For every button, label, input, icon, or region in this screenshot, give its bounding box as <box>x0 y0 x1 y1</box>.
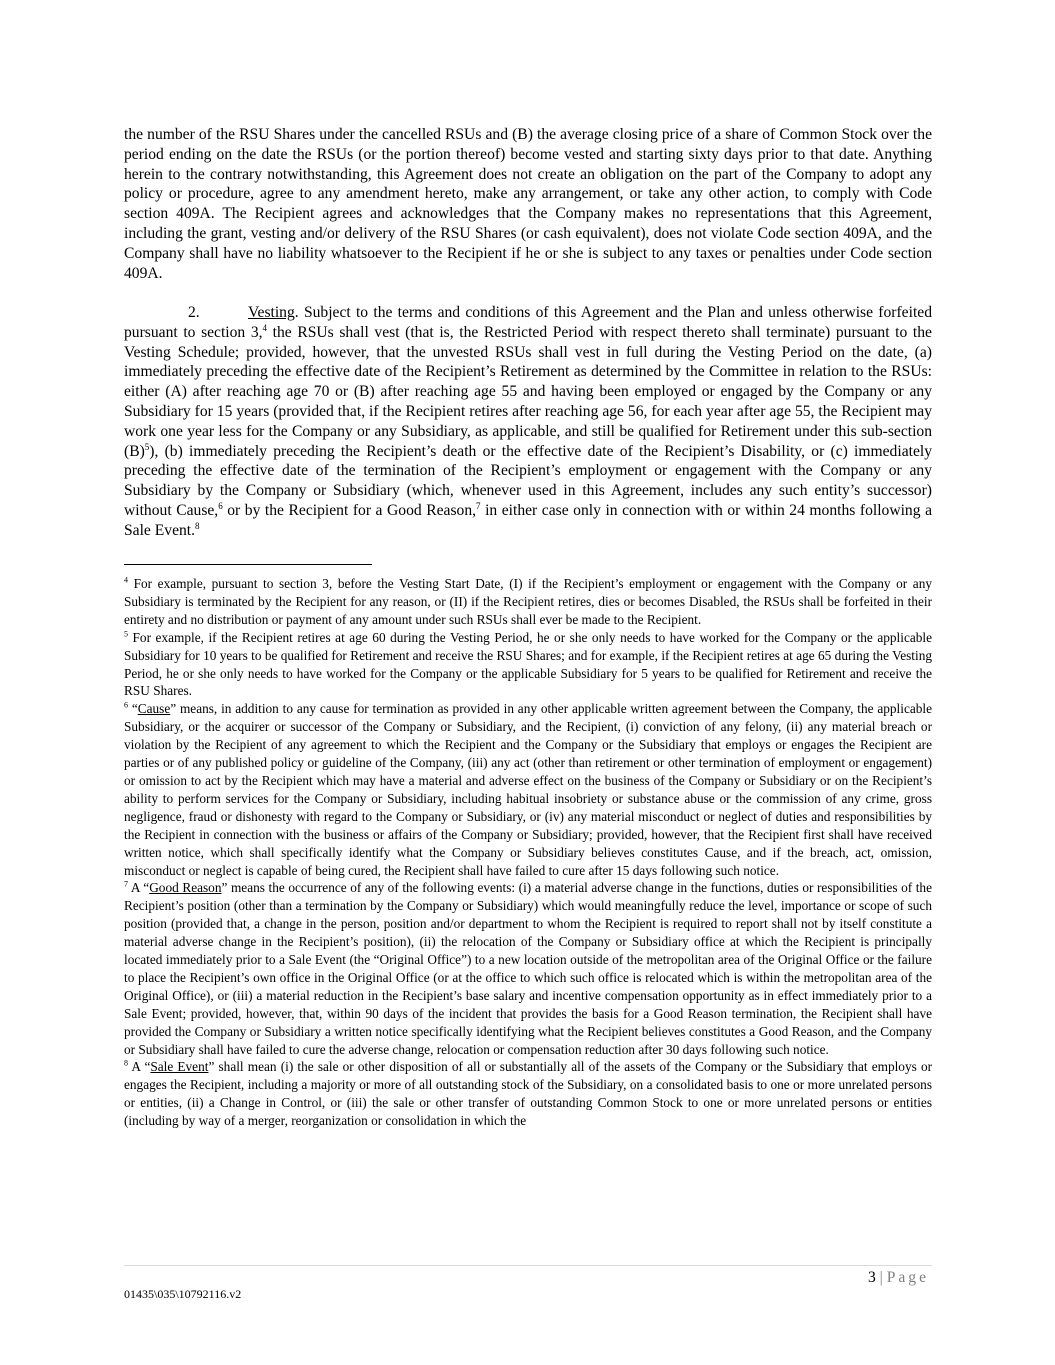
vesting-text-1: . Subject to the terms and conditions of this Agreement and the Plan and unless otherwise forfeited pursuant to section 3, <box>124 304 932 341</box>
footnote-mark: 6 <box>124 700 128 710</box>
footer-divider <box>124 1265 932 1266</box>
footnote-4 <box>124 575 932 629</box>
vesting-text-5: in either case only in connection with or within 24 months following a Sale Event. <box>124 501 932 539</box>
footnote-text: ” shall mean (i) the sale or other disposition of all or substantially all of the assets of the Company or the Subsidiary that employs or engages the Recipient, including a majority or more of all outstanding stock of the Subsidiary, on a consolidated basis to one or more unrelated persons or entities, (ii) a Change in Control, or (iii) the sale or other transfer of outstanding Common Stock to one or more unrelated persons or entities (including by way of a merger, reorganization or consolidation in which the <box>124 1059 933 1129</box>
footnote-mark: 7 <box>124 879 128 889</box>
footnote-7: $^7$ A “Good Reason” means the occurrence of any of the following events: (i) a material adverse change in the functions, duties or responsibilities of the Recipient’s position (other than a termination by the Company or Subsidiary) which would meaningfully reduce the level, importance or scope of such position (provided that, a change in the person, position and/or department to whom the Recipient is required to report shall not by itself constitute a material adverse change in the Recipient’s position), (ii) the relocation of the Company or Subsidiary office at which the Recipient is principally located immediately prior to a Sale Event (the “Original Office”) to a new location outside of the metropolitan area of the Original Office or the failure to place the Recipient’s own office in the Original Office (or at the office to which such office is relocated which is within the metropolitan area of the Original Office), or (iii) a material reduction in the Recipient’s base salary and incentive compensation opportunity as in effect immediately prior to a Sale Event; provided, however, that, within 90 days of the incident that provides the basis for a Good Reason termination, the Recipient shall have provided the Company or Subsidiary a written notice specifically identifying what the Recipient believes constitutes a Good Reason, and the Company or Subsidiary shall have failed to cure the adverse change, relocation or compensation reduction after 30 days following such notice. <box>124 879 932 1057</box>
footnote-ref-4[interactable]: 4 <box>262 322 268 333</box>
page-separator: | <box>875 1269 887 1286</box>
footnote-text: ” means, in addition to any cause for termination as provided in any other applicable written agreement between the Company, the applicable Subsidiary, or the acquirer or successor of the Company or Subsidiary, and the Recipient, (i) conviction of any felony, (ii) any material breach or violation by the Recipient of any agreement to which the Recipient and the Company or the Subsidiary that employs or engages the Recipient are parties or of any published policy or guideline of the Company, (iii) any act (other than retirement or other termination of employment or engagement) or omission to act by the Recipient which may have a material and adverse effect on the business of the Company or Subsidiary or on the Recipient’s ability to perform services for the Company or Subsidiary, including habitual insobriety or substance abuse or the commission of any crime, gross negligence, fraud or dishonesty with regard to the Company or Subsidiary, or (iv) any material misconduct or neglect of duties and responsibilities by the Recipient in connection with the business or affairs of the Company or Subsidiary; provided, however, that the Recipient first shall have received written notice, which shall specifically identify what the Company or Subsidiary believes constitutes Cause, and if the breach, act, omission, misconduct or neglect is capable of being cured, the Recipient shall have failed to cure after 15 days following such notice. <box>124 701 932 878</box>
footnote-mark: 8 <box>124 1059 128 1069</box>
footnote-text: For example, pursuant to section 3, before the Vesting Start Date, (I) if the Recipient’s employment or engagement with the Company or any Subsidiary is terminated by the Recipient for any reason, or (II) if the Recipient retires, dies or becomes Disabled, the RSUs shall be forfeited in their entirety and no distribution or payment of any amount under such RSUs shall ever be made to the Recipient. <box>124 576 932 627</box>
footnote-text: For example, if the Recipient retires at age 60 during the Vesting Period, he or she only needs to have worked for the Company or the applicable Subsidiary for 10 years to be qualified for Retirement and receive the RSU Shares; and for example, if the Recipient retires at age 65 during the Vesting Period, he or she only needs to have worked for the Company or the applicable Subsidiary for 5 years to be qualified for Retirement and receive the RSU Shares. <box>124 629 932 699</box>
vesting-text-4: or by the Recipient for a Good Reason, <box>222 501 477 519</box>
vesting-text-2: the RSUs shall vest (that is, the Restricted Period with respect thereto shall terminate) pursuant to the Vesting Schedule; provided, however, that the unvested RSUs shall vest in full during the Vesting Period on the date, (a) immediately preceding the effective date of the Recipient’s Retirement as determined by the Committee in relation to the RSUs: either (A) after reaching age 70 or (B) after reaching age 55 and having been employed or engaged by the Company or any Subsidiary for 15 years (provided that, if the Recipient retires after reaching age 56, for each year after age 55, the Recipient may work one year less for the Company or any Subsidiary, as applicable, and still be qualified for Retirement under this sub-section (B) <box>124 323 932 460</box>
paragraph-continuation: the number of the RSU Shares under the cancelled RSUs and (B) the average closing price of a share of Common Stock over the period ending on the date the RSUs (or the portion thereof) become vested and starting sixty days prior to that date. Anything herein to the contrary notwithstanding, this Agreement does not create an obligation on the part of the Company to adopt any policy or procedure, agree to any amendment hereto, make any arrangement, or take any other action, to comply with Code section 409A. The Recipient agrees and acknowledges that the Company makes no representations that this Agreement, including the grant, vesting and/or delivery of the RSU Shares (or cash equivalent), does not violate Code section 409A, and the Company shall have no liability whatsoever to the Recipient if he or she is subject to any taxes or penalties under Code section 409A. <box>124 126 932 282</box>
footnote-ref-5[interactable]: 5 <box>144 441 150 452</box>
footnote-text: ” means the occurrence of any of the following events: (i) a material adverse change in the functions, duties or responsibilities of the Recipient’s position (other than a termination by the Company or Subsidiary) which would meaningfully reduce the level, importance or scope of such position (provided that, a change in the person, position and/or department to whom the Recipient is required to report shall not by itself constitute a material adverse change in the Recipient’s position), (ii) the relocation of the Company or Subsidiary office at which the Recipient is principally located immediately prior to a Sale Event (the “Original Office”) to a new location outside of the metropolitan area of the Original Office or the failure to place the Recipient’s own office in the Original Office (or at the office to which such office is relocated which is within the metropolitan area of the Original Office), or (iii) a material reduction in the Recipient’s base salary and incentive compensation opportunity as in effect immediately prior to a Sale Event; provided, however, that, within 90 days of the incident that provides the basis for a Good Reason termination, the Recipient shall have provided the Company or Subsidiary a written notice specifically identifying what the Recipient believes constitutes a Good Reason, and the Company or Subsidiary shall have failed to cure the adverse change, relocation or compensation reduction after 30 days following such notice. <box>124 880 932 1057</box>
defined-term-cause: Cause <box>137 701 171 717</box>
footnote-8: $^8$ A “Sale Event” shall mean (i) the sale or other disposition of all or substantially all of the assets of the Company or the Subsidiary that employs or engages the Recipient, including a majority or more of all outstanding stock of the Subsidiary, on a consolidated basis to one or more unrelated persons or entities, (ii) a Change in Control, or (iii) the sale or other transfer of outstanding Common Stock to one or more unrelated persons or entities (including by way of a merger, reorganization or consolidation in which the <box>124 1059 933 1129</box>
footnote-mark: 5 <box>124 629 128 639</box>
document-id: 01435\035\10792116.v2 <box>124 1287 242 1301</box>
page-number <box>868 1268 929 1288</box>
section-heading: Vesting <box>248 304 295 321</box>
defined-term-good-reason: Good Reason <box>149 880 222 896</box>
footnote-ref-6[interactable]: 6 <box>218 500 223 511</box>
footnote-6: $^6$ “Cause” means, in addition to any cause for termination as provided in any other applicable written agreement between the Company, the applicable Subsidiary, or the acquirer or successor of the Company or Subsidiary, and the Recipient, (i) conviction of any felony, (ii) any material breach or violation by the Recipient of any agreement to which the Recipient and the Company or the Subsidiary that employs or engages the Recipient are parties or of any published policy or guideline of the Company, (iii) any act (other than retirement or other termination of employment or engagement) or omission to act by the Recipient which may have a material and adverse effect on the business of the Company or Subsidiary or on the Recipient’s ability to perform services for the Company or Subsidiary, including habitual insobriety or substance abuse or the commission of any crime, gross negligence, fraud or dishonesty with regard to the Company or Subsidiary, or (iv) any material misconduct or neglect of duties and responsibilities by the Recipient in connection with the business or affairs of the Company or Subsidiary; provided, however, that the Recipient first shall have received written notice, which shall specifically identify what the Company or Subsidiary believes constitutes Cause, and if the breach, act, omission, misconduct or neglect is capable of being cured, the Recipient shall have failed to cure after 15 days following such notice. <box>124 700 932 878</box>
page-number-value: 3 <box>867 1269 876 1286</box>
footnote-separator <box>124 564 372 565</box>
defined-term-sale-event: Sale Event <box>150 1059 209 1075</box>
footnote-mark: 4 <box>124 575 128 585</box>
paragraph-vesting <box>124 303 932 541</box>
footnotes-section <box>124 575 932 1130</box>
footnote-5 <box>124 629 932 701</box>
section-number: 2. <box>188 304 200 321</box>
page-label: Page <box>886 1269 929 1286</box>
footnote-ref-7[interactable]: 7 <box>476 500 481 511</box>
vesting-text-3: ), (b) immediately preceding the Recipient’s death or the effective date of the Recipient’s Disability, or (c) immediately preceding the effective date of the termination of the Recipient’s employment or engagement with the Company or any Subsidiary by the Company or Subsidiary (which, whenever used in this Agreement, includes any such entity’s successor) without Cause, <box>124 442 932 519</box>
footnote-ref-8[interactable]: 8 <box>195 520 200 531</box>
